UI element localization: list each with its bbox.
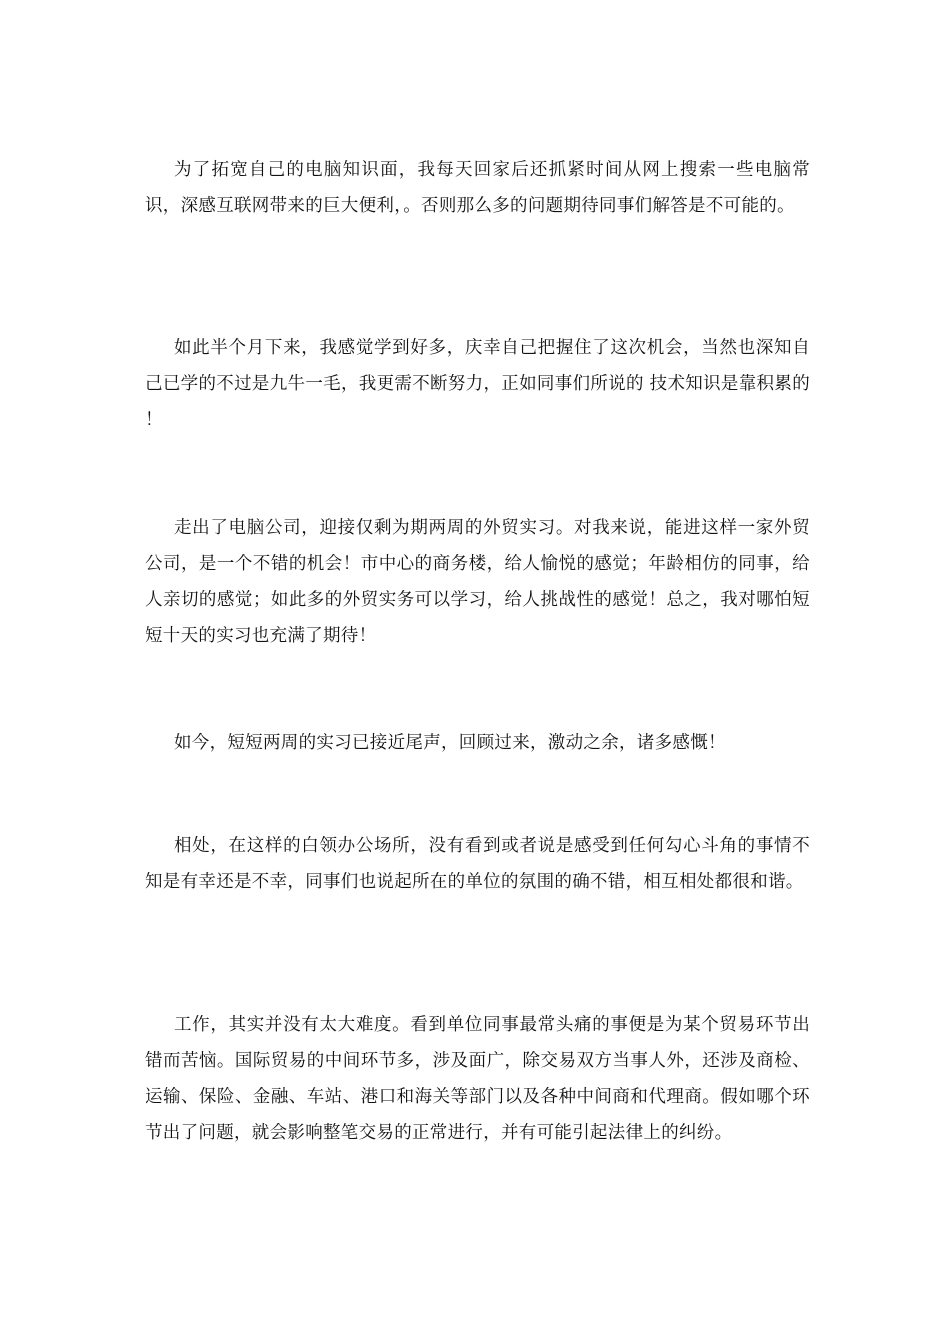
paragraph-2: 如此半个月下来，我感觉学到好多，庆幸自己把握住了这次机会，当然也深知自己已学的不过是九牛一毛，我更需不断努力，正如同事们所说的 技术知识是靠积累的 ！ [145,338,810,430]
paragraph-5: 相处，在这样的白领办公场所，没有看到或者说是感受到任何勾心斗角的事情不知是有幸还是不幸，同事们也说起所在的单位的氛围的确不错，相互相处都很和谐。 [145,836,810,892]
paragraph-3: 走出了电脑公司，迎接仅剩为期两周的外贸实习。对我来说，能进这样一家外贸公司，是一个不错的机会！市中心的商务楼，给人愉悦的感觉；年龄相仿的同事，给人亲切的感觉；如此多的外贸实务可以学习，给人挑战性的感觉！总之，我对哪怕短短十天的实习也充满了期待！ [145,518,810,646]
paragraph-4: 如今，短短两周的实习已接近尾声，回顾过来，激动之余，诸多感慨！ [174,733,726,753]
paragraph-1: 为了拓宽自己的电脑知识面，我每天回家后还抓紧时间从网上搜索一些电脑常识，深感互联网带来的巨大便利，。否则那么多的问题期待同事们解答是不可能的。 [145,160,810,216]
paragraph-6: 工作，其实并没有太大难度。看到单位同事最常头痛的事便是为某个贸易环节出错而苦恼。国际贸易的中间环节多，涉及面广，除交易双方当事人外，还涉及商检、运输、保险、金融、车站、港口和海关等部门以及各种中间商和代理商。假如哪个环节出了问题，就会影响整笔交易的正常进行，并有可能引起法律上的纠纷。 [145,1015,810,1143]
